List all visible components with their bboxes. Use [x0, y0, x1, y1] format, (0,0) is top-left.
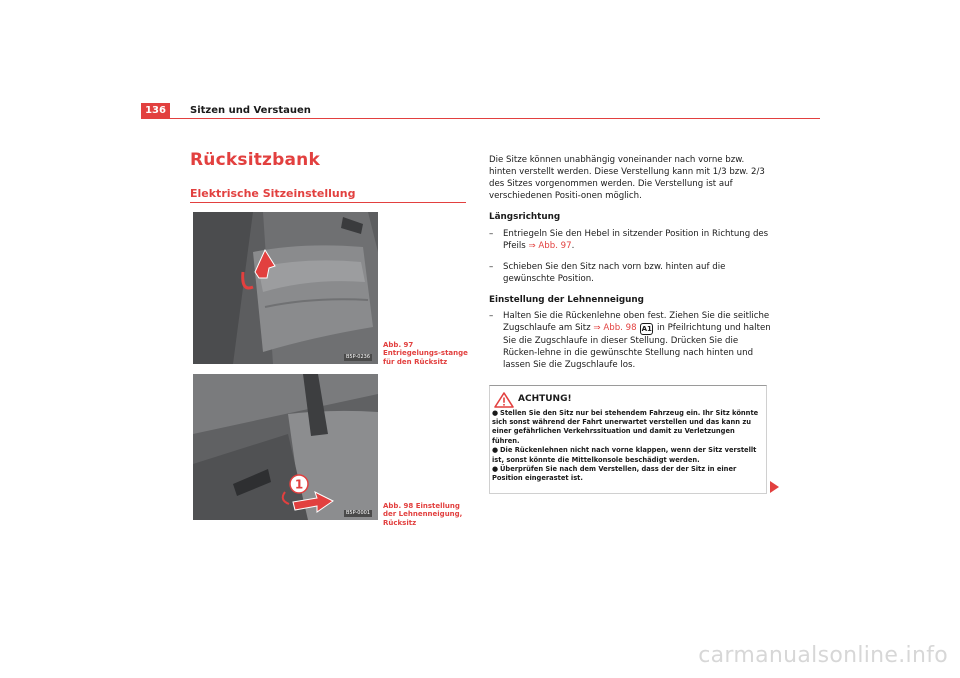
step-backrest-adjust	[503, 310, 773, 371]
figure-code: B5P-0236	[345, 354, 370, 360]
figure-97-seat-lever	[193, 212, 378, 364]
figure-link-97[interactable]: ⇒ Abb. 97	[528, 241, 572, 251]
list-dash: –	[489, 229, 494, 239]
heading-laengsrichtung: Längsrichtung	[489, 212, 561, 222]
header-divider	[141, 118, 820, 119]
figure-code: B5P-0001	[345, 510, 370, 516]
warning-item: ● Stellen Sie den Sitz nur bei stehendem Fahrzeug ein. Ihr Sitz könnte sich sonst während der Fahrt unerwartet verstellen und das kann zu einer gefährlichen Verkehrssituation und damit zu Verletzungen führen.	[492, 409, 759, 445]
page-number: 136	[145, 105, 166, 116]
list-dash: –	[489, 311, 494, 321]
warning-box	[489, 385, 767, 494]
section-title: Rücksitzbank	[190, 150, 320, 170]
figure-98-backrest	[193, 374, 378, 520]
warning-triangle-icon	[494, 392, 514, 408]
figure-98-caption: Abb. 98 Einstellung der Lehnenneigung, Rücksitz	[383, 502, 463, 527]
figure-marker: 1	[294, 477, 304, 492]
footer-watermark: carmanualsonline.info	[698, 643, 948, 668]
warning-list	[492, 409, 764, 484]
step-text-end: .	[571, 241, 575, 251]
warning-item: ● Die Rückenlehnen nicht nach vorne klappen, wenn der Sitz verstellt ist, sonst könnte die Mittelkonsole beschädigt werden.	[492, 446, 757, 464]
step-text: Halten Sie die Rückenlehne oben fest. Ziehen Sie die seitliche Zugschlaufe am Sitz	[503, 311, 770, 333]
intro-paragraph: Die Sitze können unabhängig voneinander nach vorne bzw. hinten verstellt werden. Diese Verstellung kann mit 1/3 bzw. 2/3 des Sitzes vorgenommen werden. Die Verstellung ist auf verschiedenen Positi-onen möglich.	[489, 155, 765, 201]
chapter-title: Sitzen und Verstauen	[190, 105, 311, 116]
step-slide-seat: Schieben Sie den Sitz nach vorn bzw. hinten auf die gewünschte Position.	[503, 262, 726, 284]
next-page-arrow-icon[interactable]	[770, 481, 779, 493]
callout-badge: A1	[641, 325, 652, 333]
step-text: Entriegeln Sie den Hebel in sitzender Position in Richtung des Pfeils	[503, 229, 769, 251]
figure-97-caption: Abb. 97 Entriegelungs-stange für den Rücksitz	[383, 341, 468, 366]
heading-lehnenneigung: Einstellung der Lehnenneigung	[489, 295, 644, 305]
subsection-title: Elektrische Sitzeinstellung	[190, 187, 356, 200]
warning-title: ACHTUNG!	[518, 394, 572, 404]
list-dash: –	[489, 262, 494, 272]
warning-item: ● Überprüfen Sie nach dem Verstellen, dass der der Sitz in einer Position eingerastet ist.	[492, 465, 737, 483]
step-unlock-lever	[503, 228, 773, 252]
subsection-divider	[190, 202, 466, 203]
figure-link-98[interactable]: ⇒ Abb. 98	[593, 323, 637, 333]
step-text-rest: in Pfeilrichtung und halten Sie die Zugschlaufe in dieser Stellung. Drücken Sie die Rücken-lehne in die gewünschte Stellung nach hinten und lassen Sie die Zugschlaufe los.	[503, 323, 771, 370]
